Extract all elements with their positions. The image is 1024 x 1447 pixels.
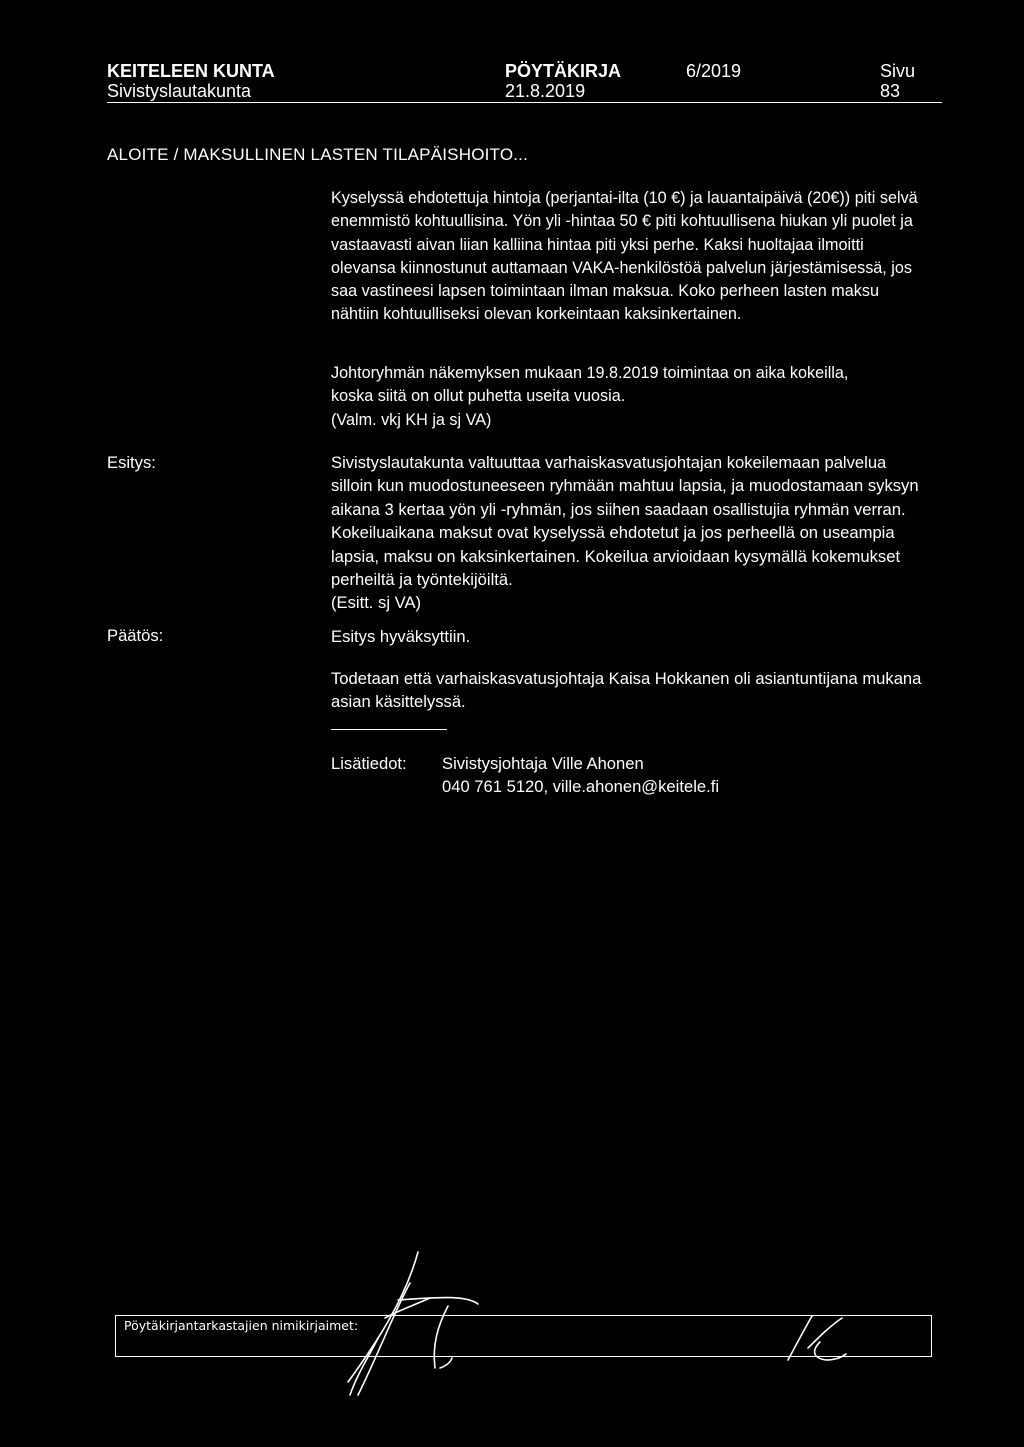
info-contact: 040 761 5120, ville.ahonen@keitele.fi <box>442 777 720 796</box>
decision-note: Todetaan että varhaiskasvatusjohtaja Kaisa Hokkanen oli asiantuntijana mukana asian käsittelyssä. <box>331 669 922 712</box>
signature-stroke <box>348 1252 418 1382</box>
proposal-text: Sivistyslautakunta valtuuttaa varhaiskasvatusjohtajan kokeilemaan palvelua silloin kun muodostuneeseen ryhmään mahtuu lapsia, ja muodostamaan syksyn aikana 3 kertaa yön yli -ryhmän, jos siihen saadaan osallistujia ryhmän verran. Kokeiluaikana maksut ovat kyselyssä ehdotetut ja jos perheellä on useampia lapsia, maksu on kaksinkertainen. Kokeilua arvioidaan kysymällä kokemukset perheiltä ja työntekijöiltä. <box>331 453 919 590</box>
background-paragraph: Kyselyssä ehdotettuja hintoja (perjantai-ilta (10 €) ja lauantaipäivä (20€)) piti selvä enemmistö kohtuullisina. Yön yli -hintaa 50 € piti kohtuullisena hiukan yli puolet ja vastaavasti aivan liian kalliina hintaa piti yksi perhe. Kaksi huoltajaa ilmoitti olevansa kiinnostunut auttamaan VAKA-henkilöstöä palvelun järjestämisessä, jos saa vastineesi lapsen toimintaan ilman maksua. Koko perheen lasten maksu nähtiin kohtuulliseksi olevan korkeintaan kaksinkertainen. <box>331 189 918 324</box>
info-label: Lisätiedot: <box>331 754 407 773</box>
preparation-line: Johtoryhmän näkemyksen mukaan 19.8.2019 toimintaa on aika kokeilla, <box>331 364 849 382</box>
signature-stroke <box>815 1342 846 1360</box>
page-label: Sivu <box>880 61 916 81</box>
signature-stroke <box>808 1318 842 1348</box>
signature-stroke <box>398 1298 478 1305</box>
preparation-line: koska siitä on ollut puhetta useita vuosia. <box>331 387 626 406</box>
proposal-label: Esitys: <box>107 453 156 472</box>
meeting-date: 21.8.2019 <box>505 81 586 101</box>
proposal-preparer: (Esitt. sj VA) <box>331 593 422 612</box>
signature-stroke <box>385 1298 430 1318</box>
meeting-number: 6/2019 <box>686 61 742 81</box>
doc-type: PÖYTÄKIRJA <box>505 61 622 81</box>
org-name: KEITELEEN KUNTA <box>107 61 275 81</box>
page-number: 83 <box>880 81 901 101</box>
signature-stroke <box>434 1306 448 1368</box>
preparation-line: (Valm. vkj KH ja sj VA) <box>331 410 492 429</box>
signature-stroke <box>350 1338 378 1395</box>
committee-name: Sivistyslautakunta <box>107 81 252 101</box>
signature-stroke <box>788 1316 812 1360</box>
info-name: Sivistysjohtaja Ville Ahonen <box>442 754 644 773</box>
decision-label: Päätös: <box>107 626 164 645</box>
signature-stroke <box>440 1358 452 1368</box>
decision-text: Esitys hyväksyttiin. <box>331 627 471 646</box>
signatures-label: Pöytäkirjantarkastajien nimikirjaimet: <box>124 1318 359 1333</box>
item-title: ALOITE / MAKSULLINEN LASTEN TILAPÄISHOITO... <box>107 145 529 164</box>
